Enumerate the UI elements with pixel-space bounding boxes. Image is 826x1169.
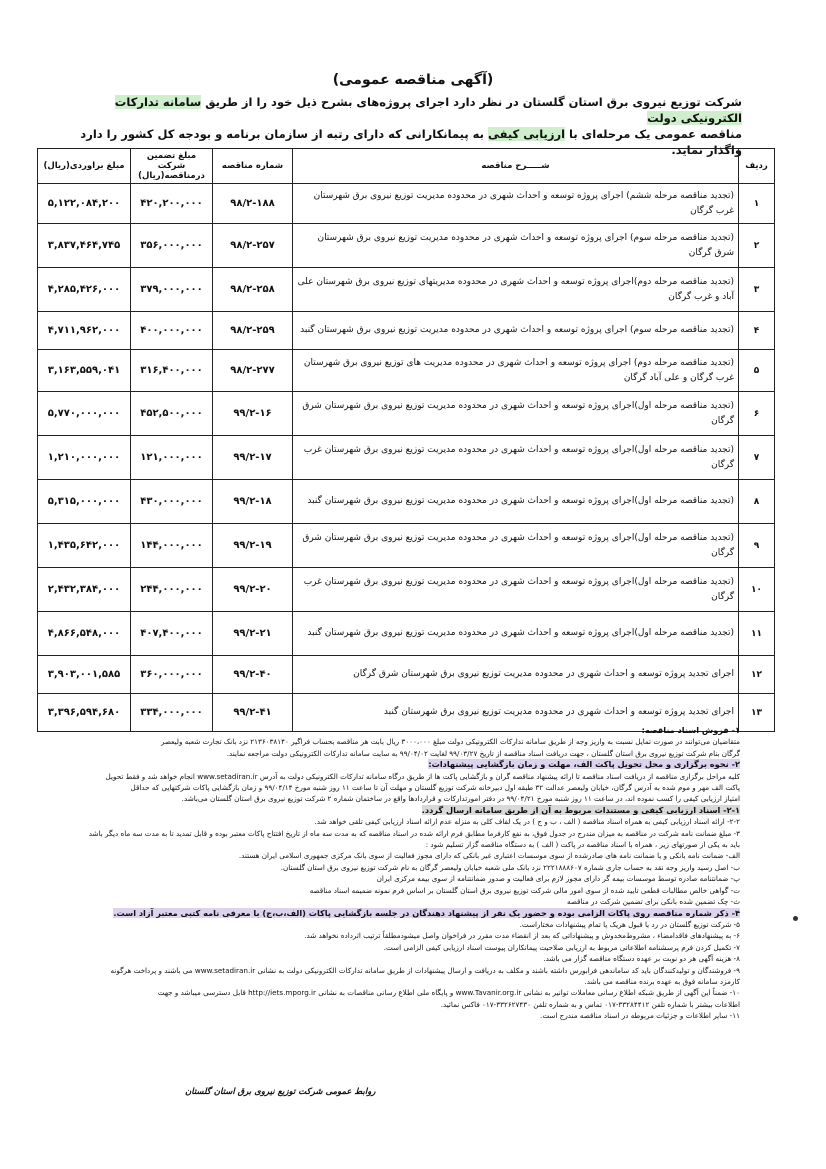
note-text: ۹- فروشندگان و تولیدکنندگان باید کد ساماندهی فرابورس داشته باشند و مکلف به دریافت و ارسال پیشنهادات از طریق سامانه تدارکات الکترونیکی دولت به نشانی www.setadiran.ir می باشند و پرداخت هرگونه bbox=[110, 965, 740, 975]
note-text: پ- ضمانتنامه صادره توسط موسسات بیمه گر دارای مجوز لازم برای فعالیت و صدور ضمانتنامه از سوی بیمه مرکزی ایران bbox=[376, 874, 740, 884]
row-description: (تجدید مناقصه مرحله اول)اجرای پروژه توسعه و احداث شهری در محدوده مدیریت توزیع نیروی برق شهرستان گنبد bbox=[293, 612, 739, 656]
note-text: ۳- مبلغ ضمانت نامه شرکت در مناقصه به میزان مندرج در جدول فوق، به نفع کارفرما مطابق فرم ارائه شده در اسناد مناقصه که به مدت سه ماه از تاریخ افتتاح پاکات معتبر بوده و قابل تمدید تا به مدت سه ماه دیگر باشد bbox=[88, 828, 740, 838]
row-estimate: ۴,۲۸۵,۴۲۶,۰۰۰ bbox=[38, 268, 131, 312]
signature: روابط عمومی شرکت توزیع نیروی برق استان گلستان bbox=[185, 1087, 376, 1097]
note-text: اطلاعات بیشتر با شماره تلفن ۳۳۲۸۴۴۱۲-۰۱۷ تماس و به شماره تلفن ۳۳۲۶۲۷۴۳۰-۰۱۷ فاکس نمائید. bbox=[440, 999, 740, 1009]
note-line bbox=[75, 942, 740, 953]
intro-highlight-setad: سامانه تدارکات الکترونیکی دولت bbox=[114, 95, 742, 125]
note-text: امتیاز ارزیابی کیفی را کسب نموده اند، در ساعت ۱۱ روز شنبه مورخ ۹۹/۰۴/۲۱ در دفتر امورتدارکات و قراردادها واقع در ساختمان شماره ۲ شرکت توزیع نیروی برق استان گلستان می‌باشد. bbox=[181, 794, 740, 804]
note-line bbox=[75, 748, 740, 759]
row-description: (تجدید مناقصه مرحله اول)اجرای پروژه توسعه و احداث شهری در محدوده مدیریت توزیع نیروی برق شهرستان غرب گرگان bbox=[293, 436, 739, 480]
row-estimate: ۱,۴۳۵,۶۴۲,۰۰۰ bbox=[38, 524, 131, 568]
row-estimate: ۵,۱۲۲,۰۸۴,۲۰۰ bbox=[38, 184, 131, 224]
row-number: ۱۲ bbox=[739, 656, 775, 694]
table-row bbox=[38, 524, 775, 568]
table-row bbox=[38, 224, 775, 268]
note-text: ۷- تکمیل کردن فرم پرسشنامه اطلاعاتی مربوط به ارزیابی صلاحیت پیمانکاران پیوست اسناد ارزیابی کیفی الزامی است. bbox=[383, 942, 740, 952]
row-description: اجرای تجدید پروژه توسعه و احداث شهری در محدوده مدیریت توزیع نیروی برق شهرستان گنبد bbox=[293, 694, 739, 732]
note-line bbox=[75, 736, 740, 747]
note-text: کارمزد سامانه فوق به عهده برنده مناقصه می باشد. bbox=[584, 976, 740, 986]
note-line bbox=[75, 782, 740, 793]
row-number: ۱۳ bbox=[739, 694, 775, 732]
note-line bbox=[75, 896, 740, 907]
table-row bbox=[38, 480, 775, 524]
note-line bbox=[75, 759, 740, 770]
note-text: باید به یکی از صورتهای زیر ، همراه با اسناد مناقصه در پاکت ( الف ) به دستگاه مناقصه گزار تسلیم شود : bbox=[425, 840, 740, 850]
note-line bbox=[75, 793, 740, 804]
note-line bbox=[75, 1010, 740, 1021]
note-line bbox=[75, 908, 740, 919]
note-line bbox=[75, 816, 740, 827]
row-estimate: ۲,۴۳۲,۳۸۴,۰۰۰ bbox=[38, 568, 131, 612]
row-description: اجرای تجدید پروژه توسعه و احداث شهری در محدوده مدیریت توزیع نیروی برق شهرستان شرق گرگان bbox=[293, 656, 739, 694]
note-text: ۵- شرکت توزیع گلستان در رد یا قبول هریک یا تمام پیشنهادات مختاراست. bbox=[519, 919, 740, 929]
note-text: ث- چک تضمین شده بانکی برای تضمین شرکت در مناقصه bbox=[566, 897, 740, 907]
row-estimate: ۴,۷۱۱,۹۶۲,۰۰۰ bbox=[38, 312, 131, 350]
row-tender-no: ۹۸/۲-۲۵۹ bbox=[213, 312, 293, 350]
row-estimate: ۳,۳۹۶,۵۹۴,۶۸۰ bbox=[38, 694, 131, 732]
note-line bbox=[75, 862, 740, 873]
note-line bbox=[75, 976, 740, 987]
note-line bbox=[75, 987, 740, 998]
row-guarantee: ۴۰۰,۰۰۰,۰۰۰ bbox=[131, 312, 213, 350]
row-guarantee: ۴۰۷,۴۰۰,۰۰۰ bbox=[131, 612, 213, 656]
row-guarantee: ۱۴۴,۰۰۰,۰۰۰ bbox=[131, 524, 213, 568]
row-number: ۵ bbox=[739, 350, 775, 392]
row-estimate: ۳,۹۰۳,۰۰۱,۵۸۵ bbox=[38, 656, 131, 694]
intro-line2-text-a: مناقصه عمومی یک مرحله‌ای با bbox=[565, 127, 742, 141]
row-estimate: ۴,۸۶۶,۵۴۸,۰۰۰ bbox=[38, 612, 131, 656]
note-line bbox=[75, 771, 740, 782]
row-tender-no: ۹۹/۲-۲۱ bbox=[213, 612, 293, 656]
row-tender-no: ۹۹/۲-۴۱ bbox=[213, 694, 293, 732]
row-guarantee: ۳۷۹,۰۰۰,۰۰۰ bbox=[131, 268, 213, 312]
note-text: ۲-۱- اسناد ارزیابی کیفی و مستندات مربوط به آن از طریق سامانه ارسال گردد. bbox=[421, 804, 740, 815]
note-line bbox=[75, 839, 740, 850]
row-number: ۶ bbox=[739, 392, 775, 436]
header-guarantee: مبلغ تضمین شرکت درمناقصه(ریال) bbox=[131, 149, 213, 184]
note-text: کلیه مراحل برگزاری مناقصه از دریافت اسناد مناقصه تا ارائه پیشنهاد مناقصه گران و بازگشایی پاکت ها از طریق درگاه سامانه تدارکات الکترونیکی دولت به آدرس www.setadiran.ir انجام خواهد شد و فقط تحویل bbox=[105, 771, 740, 781]
table-row bbox=[38, 612, 775, 656]
table-row bbox=[38, 268, 775, 312]
row-description: (تجدید مناقصه مرحله اول)اجرای پروژه توسعه و احداث شهری در محدوده مدیریت توزیع نیروی برق شهرستان شرق گرگان bbox=[293, 392, 739, 436]
row-estimate: ۱,۲۱۰,۰۰۰,۰۰۰ bbox=[38, 436, 131, 480]
row-description: (تجدید مناقصه مرحله اول)اجرای پروژه توسعه و احداث شهری در محدوده مدیریت توزیع نیروی برق شهرستان گنبد bbox=[293, 480, 739, 524]
note-text: پاکت الف مهر و موم شده به آدرس گرگان، خیابان ولیعصر عدالت ۳۲ طبقه اول دبیرخانه شرکت توزیع گلستان و مهلت آن تا ساعت ۱۱ روز شنبه مورخ ۹۹/۰۴/۱۴ و زمان بازگشایی پاکات شرکتهایی که حداقل bbox=[130, 783, 740, 793]
margin-mark bbox=[793, 916, 798, 921]
table-row bbox=[38, 392, 775, 436]
row-number: ۴ bbox=[739, 312, 775, 350]
row-estimate: ۳,۱۶۳,۵۵۹,۰۴۱ bbox=[38, 350, 131, 392]
row-description: (تجدید مناقصه مرحله اول)اجرای پروژه توسعه و احداث شهری در محدوده مدیریت توزیع نیروی برق شهرستان شرق گرگان bbox=[293, 524, 739, 568]
row-number: ۸ bbox=[739, 480, 775, 524]
intro-line2-text-b: به پیمانکارانی که دارای رتبه از سازمان برنامه و بودجه کل کشور را دارد واگذار نماید. bbox=[80, 127, 742, 157]
note-text: ب- اصل رسید واریز وجه نقد به حساب جاری شماره ۲۲۲۱۸۸۸۶۰۷ نزد بانک ملی شعبه خیابان ولیعصر گرگان به نام شرکت توزیع نیروی برق استان گلستان. bbox=[280, 862, 740, 872]
note-text: ۴- ذکر شماره مناقصه روی پاکات الزامی بوده و حضور یک نفر از پیشنهاد دهندگان در جلسه بازگشایی پاکات (الف،ب،ج) با معرفی نامه کتبی معتبر آزاد است. bbox=[113, 907, 740, 918]
note-text: ۸- هزینه آگهی هر دو نوبت بر عهده دستگاه مناقصه گزار می باشد. bbox=[543, 954, 740, 964]
note-line bbox=[75, 805, 740, 816]
row-tender-no: ۹۹/۲-۱۶ bbox=[213, 392, 293, 436]
row-tender-no: ۹۸/۲-۲۷۷ bbox=[213, 350, 293, 392]
table-row bbox=[38, 436, 775, 480]
row-tender-no: ۹۹/۲-۱۸ bbox=[213, 480, 293, 524]
header-row-no: ردیف bbox=[739, 149, 775, 184]
note-text: الف- ضمانت نامه بانکی و یا ضمانت نامه های صادرشده از سوی موسسات اعتباری غیر بانکی که دارای مجوز فعالیت از سوی بانک مرکزی جمهوری اسلامی ایران هستند. bbox=[238, 851, 740, 861]
header-tender-no: شماره مناقصه bbox=[213, 149, 293, 184]
table-row bbox=[38, 656, 775, 694]
row-guarantee: ۳۱۶,۴۰۰,۰۰۰ bbox=[131, 350, 213, 392]
row-number: ۲ bbox=[739, 224, 775, 268]
row-tender-no: ۹۹/۲-۴۰ bbox=[213, 656, 293, 694]
note-line bbox=[75, 930, 740, 941]
note-line bbox=[75, 850, 740, 861]
note-line bbox=[75, 725, 740, 736]
note-text: ۲-۲- ارائه اسناد ارزیابی کیفی به همراه اسناد مناقصه ( الف ، ب و ج ) در یک لفاف کلی به منزله عدم ارائه اسناد ارزیابی کیفی تلقی خواهد شد. bbox=[314, 817, 740, 827]
row-description: (تجدید مناقصه مرحله اول)اجرای پروژه توسعه و احداث شهری در محدوده مدیریت توزیع نیروی برق شهرستان غرب گرگان bbox=[293, 568, 739, 612]
row-tender-no: ۹۸/۲-۲۵۸ bbox=[213, 268, 293, 312]
row-guarantee: ۴۲۰,۲۰۰,۰۰۰ bbox=[131, 184, 213, 224]
row-estimate: ۵,۳۱۵,۰۰۰,۰۰۰ bbox=[38, 480, 131, 524]
row-description: (تجدید مناقصه مرحله دوم) اجرای پروژه توسعه و احداث شهری در محدوده مدیریت های توزیع نیروی برق شهرستان غرب گرگان و علی آباد گرگان bbox=[293, 350, 739, 392]
row-number: ۱۰ bbox=[739, 568, 775, 612]
note-text: متقاضیان می‌توانند در صورت تمایل نسبت به واریز وجه از طریق سامانه تدارکات الکترونیکی دولت مبلغ ۳۰۰۰،۰۰۰ ریال بابت هر مناقصه بحساب فراگیر ۲۱۳۶۰۳۸۱۴۰ نزد بانک تجارت شعبه ولیعصر bbox=[160, 737, 740, 747]
row-guarantee: ۳۵۶,۰۰۰,۰۰۰ bbox=[131, 224, 213, 268]
row-guarantee: ۳۶۰,۰۰۰,۰۰۰ bbox=[131, 656, 213, 694]
tender-table bbox=[37, 148, 775, 732]
table-row bbox=[38, 184, 775, 224]
row-tender-no: ۹۹/۲-۲۰ bbox=[213, 568, 293, 612]
row-description: (تجدید مناقصه مرحله دوم)اجرای پروژه توسعه و احداث شهری در محدوده مدیریتهای توزیع نیروی برق شهرستان علی آباد و غرب گرگان bbox=[293, 268, 739, 312]
note-text: ۶- به پیشنهادهای فاقدامضاء ، مشروط‌مخدوش و پیشنهاداتی که بعد از انقضاء مدت مقرر در فراخوان واصل میشودمطلقاً ترتیب اثرداده نخواهد شد. bbox=[304, 931, 740, 941]
row-tender-no: ۹۸/۲-۲۵۷ bbox=[213, 224, 293, 268]
note-text: ۱۰- ضمناً این آگهی از طریق شبکه اطلاع رسانی معاملات توانیر به نشانی www.Tavanir.org.ir و پایگاه ملی اطلاع رسانی مناقصات به نشانی http://iets.mporg.ir قابل دسترسی میباشد و جهت bbox=[157, 988, 740, 998]
row-number: ۱۱ bbox=[739, 612, 775, 656]
row-guarantee: ۴۵۲,۵۰۰,۰۰۰ bbox=[131, 392, 213, 436]
row-guarantee: ۳۳۴,۰۰۰,۰۰۰ bbox=[131, 694, 213, 732]
row-guarantee: ۴۳۰,۰۰۰,۰۰۰ bbox=[131, 480, 213, 524]
row-tender-no: ۹۸/۲-۱۸۸ bbox=[213, 184, 293, 224]
header-estimate: مبلغ براوردی(ریال) bbox=[38, 149, 131, 184]
note-line bbox=[75, 828, 740, 839]
header-description: شـــــرح مناقصه bbox=[293, 149, 739, 184]
note-line bbox=[75, 919, 740, 930]
note-text: ت- گواهی خالص مطالبات قطعی تایید شده از سوی امور مالی شرکت توزیع نیروی برق استان گلستان بر اساس فرم نمونه ضمیمه اسناد مناقصه bbox=[309, 885, 740, 895]
row-guarantee: ۲۴۴,۰۰۰,۰۰۰ bbox=[131, 568, 213, 612]
table-header-row bbox=[38, 149, 775, 184]
table-row bbox=[38, 568, 775, 612]
table-row bbox=[38, 312, 775, 350]
row-number: ۱ bbox=[739, 184, 775, 224]
row-number: ۷ bbox=[739, 436, 775, 480]
page-title: (آگهی مناقصه عمومی) bbox=[332, 72, 494, 88]
note-text: ۲- نحوه برگزاری و محل تحویل پاکت الف، مهلت و زمان بازگشایی پیشنهادات: bbox=[428, 759, 740, 770]
note-line bbox=[75, 885, 740, 896]
row-estimate: ۳,۸۳۷,۴۶۴,۷۴۵ bbox=[38, 224, 131, 268]
note-text: گرگان بنام شرکت توزیع نیروی برق استان گلستان ، جهت دریافت اسناد مناقصه از تاریخ ۹۹/۰۳/۲۷ لغایت ۹۹/۰۴/۰۲ به سایت سامانه تدارکات الکترونیکی دولت مراجعه نمایند. bbox=[226, 748, 740, 758]
note-line bbox=[75, 965, 740, 976]
note-text: ۱۱- سایر اطلاعات و جزئیات مربوطه در اسناد مناقصه مندرج است. bbox=[540, 1011, 740, 1021]
row-tender-no: ۹۹/۲-۱۹ bbox=[213, 524, 293, 568]
row-description: (تجدید مناقصه مرحله سوم) اجرای پروژه توسعه و احداث شهری در محدوده مدیریت توزیع نیروی برق شهرستان شرق گرگان bbox=[293, 224, 739, 268]
row-description: (تجدید مناقصه مرحله سوم) اجرای پروژه توسعه و احداث شهری در محدوده مدیریت توزیع نیروی برق شهرستان گنبد bbox=[293, 312, 739, 350]
row-number: ۳ bbox=[739, 268, 775, 312]
note-text: ۱- فروش اسناد مناقصه: bbox=[641, 725, 740, 735]
table-row bbox=[38, 350, 775, 392]
intro-line1-text: شرکت توزیع نیروی برق استان گلستان در نظر دارد اجرای پروژه‌های بشرح ذیل خود را از طریق bbox=[201, 95, 742, 109]
row-guarantee: ۱۲۱,۰۰۰,۰۰۰ bbox=[131, 436, 213, 480]
note-line bbox=[75, 999, 740, 1010]
intro-highlight-quality: ارزیابی کیفی bbox=[487, 127, 566, 141]
row-estimate: ۵,۷۷۰,۰۰۰,۰۰۰ bbox=[38, 392, 131, 436]
note-line bbox=[75, 953, 740, 964]
row-number: ۹ bbox=[739, 524, 775, 568]
row-tender-no: ۹۹/۲-۱۷ bbox=[213, 436, 293, 480]
note-line bbox=[75, 873, 740, 884]
conditions-notes bbox=[75, 725, 740, 1022]
row-description: (تجدید مناقصه مرحله ششم) اجرای پروژه توسعه و احداث شهری در محدوده مدیریت توزیع نیروی برق شهرستان غرب گرگان bbox=[293, 184, 739, 224]
